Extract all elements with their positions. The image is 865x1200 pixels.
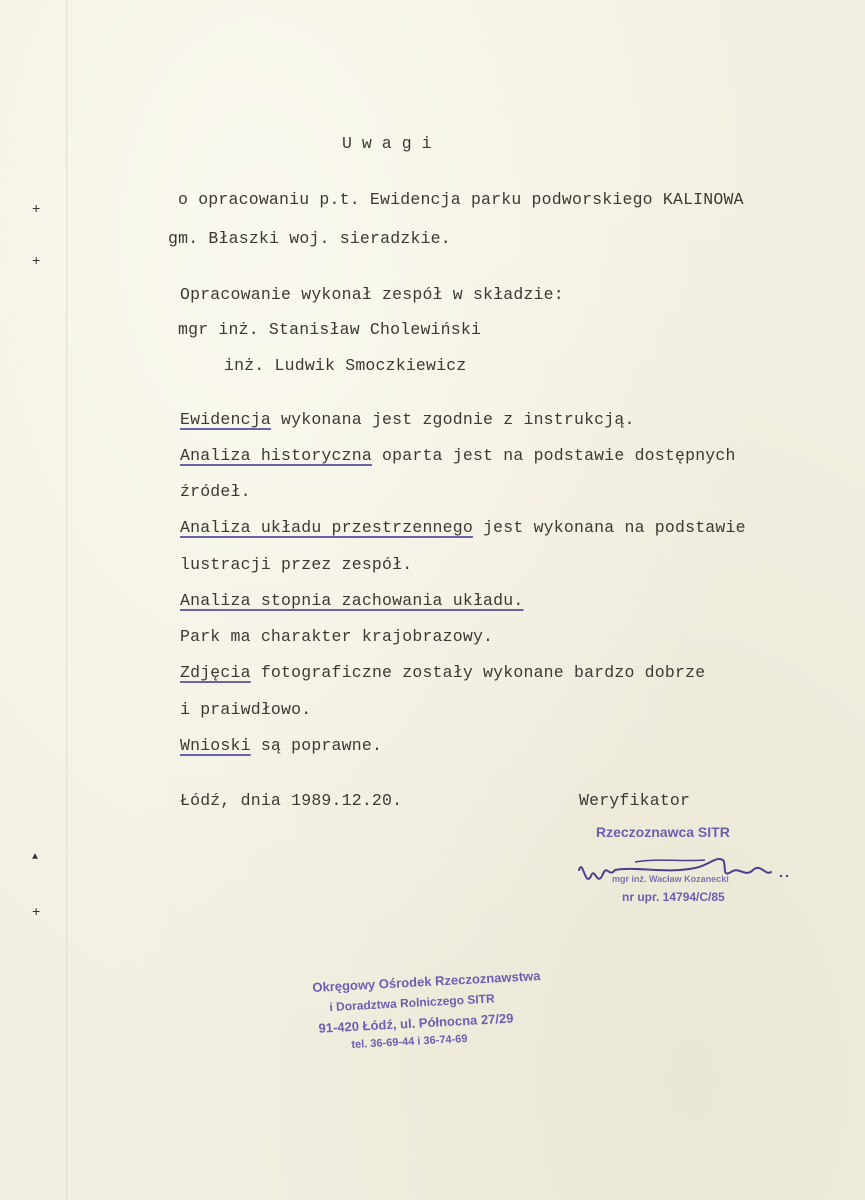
paragraph-text: wykonana jest zgodnie z instrukcją. (270, 410, 635, 429)
paragraph-text: są poprawne. (250, 736, 383, 755)
margin-mark: ▲ (32, 852, 39, 863)
paragraph (180, 518, 746, 537)
paragraph-continuation: źródeł. (180, 482, 251, 501)
paragraph (180, 446, 736, 465)
verifier-stamp-title: Rzeczoznawca SITR (596, 824, 730, 840)
verifier-label: Weryfikator (579, 791, 691, 810)
paragraph (180, 410, 635, 429)
subject-line: gm. Błaszki woj. sieradzkie. (168, 229, 451, 248)
paragraph-text: fotograficzne zostały wykonane bardzo dobrze (250, 663, 706, 682)
paragraph (180, 736, 382, 755)
underlined-term: Ewidencja (180, 410, 271, 429)
underlined-term: Zdjęcia (180, 663, 251, 682)
org-stamp-line: Okręgowy Ośrodek Rzeczoznawstwa (312, 968, 541, 995)
verifier-stamp-name: mgr inż. Wacław Kozanecki (612, 874, 729, 884)
margin-mark: + (32, 202, 41, 218)
paragraph (180, 663, 705, 682)
underlined-term: Wnioski (180, 736, 251, 755)
place-date: Łódź, dnia 1989.12.20. (180, 791, 403, 810)
underlined-term: Analiza układu przestrzennego (180, 518, 473, 537)
org-stamp-line: i Doradztwa Rolniczego SITR (329, 991, 495, 1015)
margin-mark: + (32, 254, 41, 270)
paper-fold-edge (66, 0, 68, 1200)
paragraph-text: oparta jest na podstawie dostępnych (371, 446, 736, 465)
org-stamp-line: 91-420 Łódź, ul. Północna 27/29 (318, 1010, 514, 1036)
underlined-term: Analiza historyczna (180, 446, 372, 465)
organization-stamp (312, 968, 544, 1053)
paragraph: Park ma charakter krajobrazowy. (180, 627, 494, 646)
document-title: Uwagi (342, 134, 442, 153)
paragraph-continuation: i praiwdłowo. (180, 700, 312, 719)
paragraph-continuation: lustracji przez zespół. (180, 555, 413, 574)
team-intro: Opracowanie wykonał zespół w składzie: (180, 285, 564, 304)
team-member: mgr inż. Stanisław Cholewiński (178, 320, 482, 339)
margin-mark: + (32, 905, 41, 921)
team-member: inż. Ludwik Smoczkiewicz (224, 356, 467, 375)
org-stamp-line: tel. 36-69-44 i 36-74-69 (351, 1032, 468, 1052)
subject-line: o opracowaniu p.t. Ewidencja parku podworskiego KALINOWA (178, 190, 744, 209)
handwritten-signature (575, 848, 805, 898)
underlined-term: Analiza stopnia zachowania układu. (180, 591, 524, 610)
paragraph-text: jest wykonana na podstawie (472, 518, 746, 537)
paragraph (180, 591, 523, 610)
verifier-stamp-number: nr upr. 14794/C/85 (622, 890, 725, 904)
